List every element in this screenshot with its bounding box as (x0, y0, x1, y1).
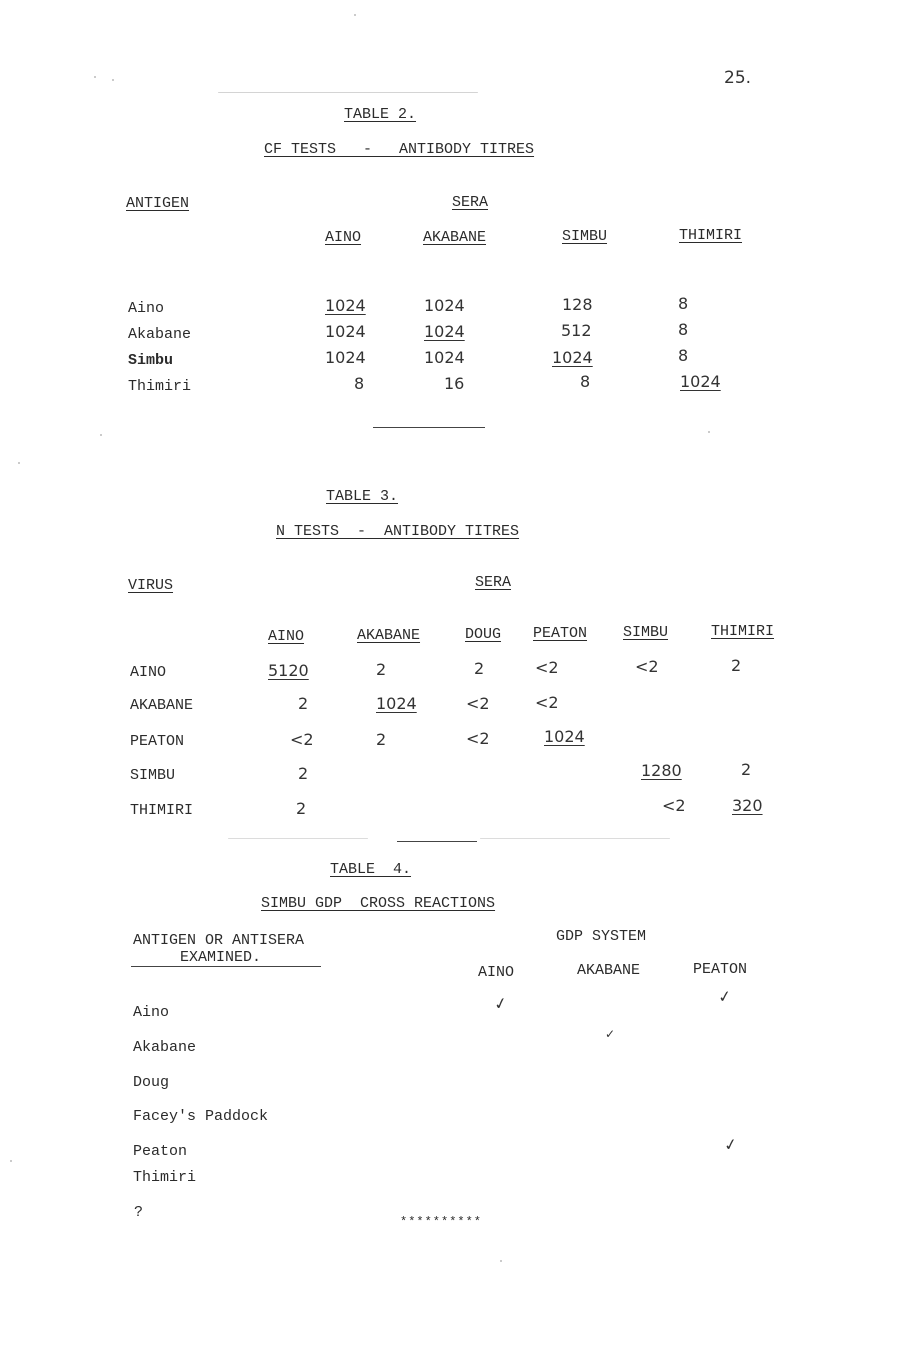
table-subtitle: SIMBU GDP CROSS REACTIONS (261, 895, 496, 912)
table-cell: 512 (561, 321, 592, 340)
table-cell: 8 (580, 372, 591, 391)
table-cell: 1024 (424, 296, 465, 315)
table-cell: <2 (535, 693, 559, 712)
row-label: PEATON (130, 733, 185, 750)
check-mark: ✓ (716, 986, 733, 1007)
table-cell: 1024 (325, 296, 366, 315)
row-label: AKABANE (130, 697, 194, 714)
table-cell: <2 (290, 730, 314, 749)
table-cell: <2 (662, 796, 686, 815)
table-cell: 320 (732, 796, 763, 815)
column-header: AINO (478, 964, 515, 981)
check-mark: ✓ (492, 992, 510, 1015)
check-mark: ✓ (605, 1027, 616, 1041)
table-cell: 2 (376, 730, 387, 749)
table-cell: 2 (376, 660, 387, 679)
row-header: ANTIGEN OR ANTISERA (133, 932, 305, 949)
table-cell: 2 (298, 764, 309, 783)
table-subtitle: N TESTS - ANTIBODY TITRES (276, 523, 520, 540)
row-label: Thimiri (133, 1169, 197, 1186)
row-label: Peaton (133, 1143, 188, 1160)
column-header: DOUG (465, 626, 502, 643)
column-header: SIMBU (562, 228, 608, 245)
page-number: 25. (724, 68, 752, 88)
table-cell: 1024 (680, 372, 721, 391)
row-label: Simbu (128, 352, 174, 369)
table-cell: 1024 (552, 348, 593, 367)
row-header: EXAMINED. (180, 949, 262, 966)
column-header: AINO (268, 628, 305, 645)
row-label: ? (134, 1204, 144, 1221)
table-cell: 8 (678, 294, 689, 313)
table-cell: 128 (562, 295, 593, 314)
column-header: PEATON (533, 625, 588, 642)
table-subtitle: CF TESTS - ANTIBODY TITRES (264, 141, 535, 158)
table-cell: <2 (535, 658, 559, 677)
table-cell: 8 (678, 320, 689, 339)
group-header: GDP SYSTEM (556, 928, 647, 945)
column-header: PEATON (693, 961, 748, 978)
row-header: VIRUS (128, 577, 174, 594)
row-label: Aino (133, 1004, 170, 1021)
table-cell: <2 (635, 657, 659, 676)
table-cell: 1280 (641, 761, 682, 780)
table-cell: 2 (474, 659, 485, 678)
row-label: Akabane (133, 1039, 197, 1056)
row-label: Akabane (128, 326, 192, 343)
table-cell: <2 (466, 694, 490, 713)
header-underline (131, 966, 321, 967)
table-cell: 1024 (424, 348, 465, 367)
table-cell: 2 (296, 799, 307, 818)
table-cell: 2 (741, 760, 752, 779)
row-label: Aino (128, 300, 165, 317)
check-mark: ✓ (722, 1133, 739, 1156)
group-header: SERA (475, 574, 512, 591)
section-divider (397, 841, 477, 842)
column-header: THIMIRI (711, 623, 775, 640)
table-cell: 2 (731, 656, 742, 675)
table-cell: 1024 (424, 322, 465, 341)
column-header: SIMBU (623, 624, 669, 641)
table-cell: 8 (678, 346, 689, 365)
column-header: AKABANE (423, 229, 487, 246)
table-cell: 16 (444, 374, 465, 393)
column-header: AKABANE (577, 962, 641, 979)
group-header: SERA (452, 194, 489, 211)
table-cell: 1024 (325, 348, 366, 367)
row-label: Facey's Paddock (133, 1108, 269, 1125)
table-cell: 2 (298, 694, 309, 713)
row-header: ANTIGEN (126, 195, 190, 212)
row-label: AINO (130, 664, 167, 681)
table-cell: 5120 (268, 661, 309, 680)
column-header: THIMIRI (679, 227, 743, 244)
row-label: SIMBU (130, 767, 176, 784)
column-header: AKABANE (357, 627, 421, 644)
section-divider (373, 427, 485, 428)
column-header: AINO (325, 229, 362, 246)
table-cell: <2 (466, 729, 490, 748)
footer-asterisks: ********** (400, 1215, 483, 1229)
row-label: THIMIRI (130, 802, 194, 819)
table-cell: 1024 (325, 322, 366, 341)
table-cell: 1024 (544, 727, 585, 746)
table-title: TABLE 4. (330, 861, 412, 878)
table-title: TABLE 2. (344, 106, 417, 123)
table-cell: 1024 (376, 694, 417, 713)
row-label: Thimiri (128, 378, 192, 395)
table-title: TABLE 3. (326, 488, 399, 505)
table-cell: 8 (354, 374, 365, 393)
row-label: Doug (133, 1074, 170, 1091)
